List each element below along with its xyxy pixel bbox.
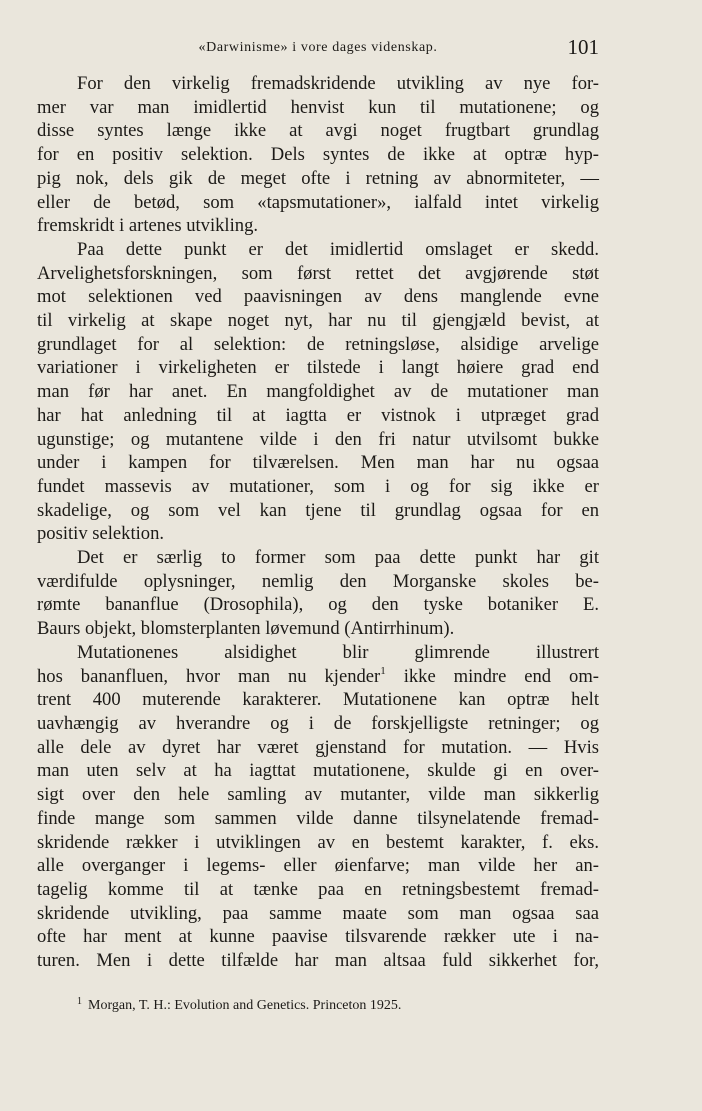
footnote-mark: 1	[77, 995, 82, 1007]
text-line: Baurs objekt, blomsterplanten løvemund (Antirrhinum).	[37, 618, 455, 640]
text-line: mot selektionen ved paavisningen av dens manglende evne	[37, 286, 599, 308]
text-line: Paa dette punkt er det imidlertid omslaget er skedd.	[77, 238, 599, 260]
page-header	[37, 34, 599, 64]
text-line: trent 400 muterende karakterer. Mutationene kan optræ helt	[37, 689, 599, 711]
text-line: skridende utvikling, paa samme maate som man ogsaa saa	[37, 902, 599, 924]
page-number: 101	[567, 35, 599, 59]
running-title: «Darwinisme» i vore dages videnskap.	[198, 40, 438, 55]
text-line: ofte har ment at kunne paavise tilsvarende rækker ute i na-	[37, 926, 599, 948]
text-line: fundet massevis av mutationer, som i og for sig ikke er	[37, 475, 599, 497]
text-line: For den virkelig fremadskridende utvikling av nye for-	[77, 73, 599, 94]
text-line: ugunstige; og mutantene vilde i den fri natur utvilsomt bukke	[37, 428, 599, 450]
text-line: pig nok, dels gik de meget ofte i retning av abnormiteter, —	[37, 167, 599, 189]
footnote-text: Morgan, T. H.: Evolution and Genetics. Princeton 1925.	[88, 997, 402, 1013]
text-line: for en positiv selektion. Dels syntes de ikke at optræ hyp-	[37, 144, 599, 166]
text-line: finde mange som sammen vilde danne tilsynelatende fremad-	[37, 807, 599, 829]
text-line: tagelig komme til at tænke paa en retningsbestemt fremad-	[37, 878, 599, 900]
book-page	[37, 34, 599, 1015]
body-text	[37, 72, 599, 973]
text-line: sigt over den hele samling av mutanter, vilde man sikkerlig	[37, 784, 599, 806]
paragraph-1	[37, 72, 599, 238]
footnote-reference: 1	[380, 664, 386, 677]
footnote	[37, 993, 599, 1015]
text-line: variationer i virkeligheten er tilstede i langt høiere grad end	[37, 357, 599, 379]
text-line: uavhængig av hverandre og i de forskjelligste retninger; og	[37, 712, 599, 734]
paragraph-2	[37, 238, 599, 546]
text-line: grundlaget for al selektion: de retningsløse, alsidige arvelige	[37, 333, 599, 355]
text-line: værdifulde oplysninger, nemlig den Morganske skoles be-	[37, 570, 599, 592]
text-line: til virkelig at skape noget nyt, har nu til gjengjæld bevist, at	[37, 310, 599, 332]
text-line: eller de betød, som «tapsmutationer», ialfald intet virkelig	[37, 191, 599, 213]
text-line: skadelige, og som vel kan tjene til grundlag ogsaa for en	[37, 499, 599, 521]
text-line: turen. Men i dette tilfælde har man altsaa fuld sikkerhet for,	[37, 950, 599, 972]
paragraph-3	[37, 546, 599, 641]
text-line: Det er særlig to former som paa dette punkt har git	[77, 547, 599, 569]
text-line: mer var man imidlertid henvist kun til mutationene; og	[37, 96, 599, 118]
text-line: disse syntes længe ikke at avgi noget frugtbart grundlag	[37, 120, 599, 142]
text-line: alle dele av dyret har været gjenstand for mutation. — Hvis	[37, 736, 599, 758]
text-line: man før har anet. En mangfoldighet av de mutationer man	[37, 381, 599, 403]
text-line: positiv selektion.	[37, 523, 165, 545]
text-line: Mutationenes alsidighet blir glimrende illustrert	[77, 641, 599, 663]
text-line: Arvelighetsforskningen, som først rettet det avgjørende støt	[37, 262, 599, 284]
text-line: fremskridt i artenes utvikling.	[37, 215, 259, 237]
text-line: skridende rækker i utviklingen av en bestemt karakter, f. eks.	[37, 831, 599, 853]
text-line: rømte bananflue (Drosophila), og den tyske botaniker E.	[37, 594, 599, 616]
text-line: man uten selv at ha iagttat mutationene, skulde gi en over-	[37, 760, 599, 782]
text-fragment: hos bananfluen, hvor man nu kjender	[37, 665, 381, 687]
text-line: under i kampen for tilværelsen. Men man har nu ogsaa	[37, 452, 599, 474]
text-line: alle overganger i legems- eller øienfarve; man vilde her an-	[37, 855, 599, 877]
paragraph-4	[37, 641, 599, 973]
text-line: har hat anledning til at iagtta er vistnok i utpræget grad	[37, 404, 599, 426]
text-line-with-footnote-ref	[37, 665, 599, 689]
text-fragment: ikke mindre end om-	[385, 665, 600, 687]
